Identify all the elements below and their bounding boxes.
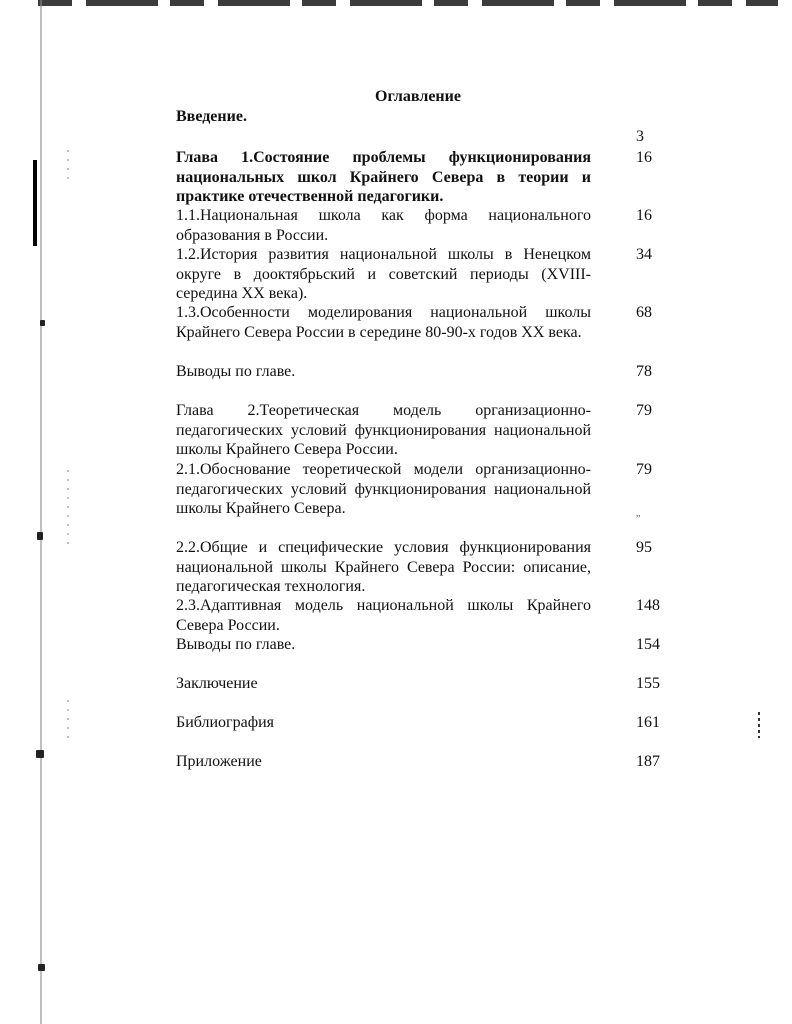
toc-entry-2-2 <box>176 538 666 597</box>
toc-entry-appendix-label: Приложение <box>176 753 262 770</box>
scan-dash <box>758 712 760 738</box>
scan-noise <box>67 470 69 550</box>
scan-noise <box>67 150 69 180</box>
toc-entry-page: 95 <box>636 539 652 556</box>
scan-dot <box>36 750 44 758</box>
toc-entry-page: 148 <box>636 597 660 614</box>
toc-entry-text: Глава 1.Состояние проблемы функционирования национальных школ Крайнего Севера в теории и практике отечественной педагогики. <box>176 149 591 205</box>
toc-entry-conclusion-page: 155 <box>636 675 660 692</box>
toc-entry-page: 154 <box>636 636 660 653</box>
toc-entry-chapter-2 <box>176 401 666 460</box>
toc-entry-1-1 <box>176 206 666 245</box>
toc-entry-text: Выводы по главе. <box>176 636 296 653</box>
toc-entry-page: 79 <box>636 461 652 478</box>
toc-intro-page: 3 <box>636 128 644 145</box>
toc-entry-conclusions-1 <box>176 362 666 382</box>
scan-dot <box>38 964 45 971</box>
scan-top-edge <box>38 0 778 6</box>
toc-entry-text: 1.2.История развития национальной школы в Ненецком округе в дооктябрьский и советский периоды (XVIII- середина XX века). <box>176 246 591 302</box>
toc-entry-page: 68 <box>636 304 652 321</box>
toc-entry-bibliography-page: 161 <box>636 714 660 731</box>
toc-entry-text: Выводы по главе. <box>176 363 296 380</box>
scan-dot <box>37 532 43 540</box>
toc-entry-page: 16 <box>636 149 652 166</box>
toc-entry-page: 79 <box>636 402 652 419</box>
scan-left-bar <box>33 160 37 246</box>
toc-entry-2-1 <box>176 460 666 519</box>
toc-entry-bibliography-label: Библиография <box>176 714 274 731</box>
toc-entry-page: 16 <box>636 207 652 224</box>
scan-noise <box>67 700 69 740</box>
toc-entry-text: 2.3.Адаптивная модель национальной школы Крайнего Севера России. <box>176 597 591 634</box>
scan-margin-mark: ,, <box>636 508 641 518</box>
toc-entry-text: 1.1.Национальная школа как форма национального образования в России. <box>176 207 591 244</box>
toc-entry-2-3 <box>176 596 666 635</box>
toc-entry-page: 34 <box>636 246 652 263</box>
scan-left-border <box>40 0 42 1024</box>
toc-entry-1-2 <box>176 245 666 304</box>
toc-entry-page: 78 <box>636 363 652 380</box>
toc-entry-conclusions-2 <box>176 635 666 655</box>
toc-entry-1-3 <box>176 303 666 342</box>
toc-entry-text: 1.3.Особенности моделирования национальной школы Крайнего Севера России в середине 80-90-х годов XX века. <box>176 304 591 341</box>
toc-entry-text: 2.1.Обоснование теоретической модели организационно-педагогических условий функционирования национальной школы Крайнего Севера. <box>176 461 591 517</box>
toc-entry-text: Глава 2.Теоретическая модель организационно-педагогических условий функционирования национальной школы Крайнего Севера России. <box>176 402 591 458</box>
toc-entry-text: 2.2.Общие и специфические условия функционирования национальной школы Крайнего Севера России: описание, педагогическая технология. <box>176 539 591 595</box>
toc-intro-label: Введение. <box>176 108 247 125</box>
toc-entry-chapter-1 <box>176 148 666 207</box>
toc-entry-conclusion-label: Заключение <box>176 675 258 692</box>
page-title: Оглавление <box>375 88 461 105</box>
toc-entry-appendix-page: 187 <box>636 753 660 770</box>
scan-dot <box>40 320 45 326</box>
